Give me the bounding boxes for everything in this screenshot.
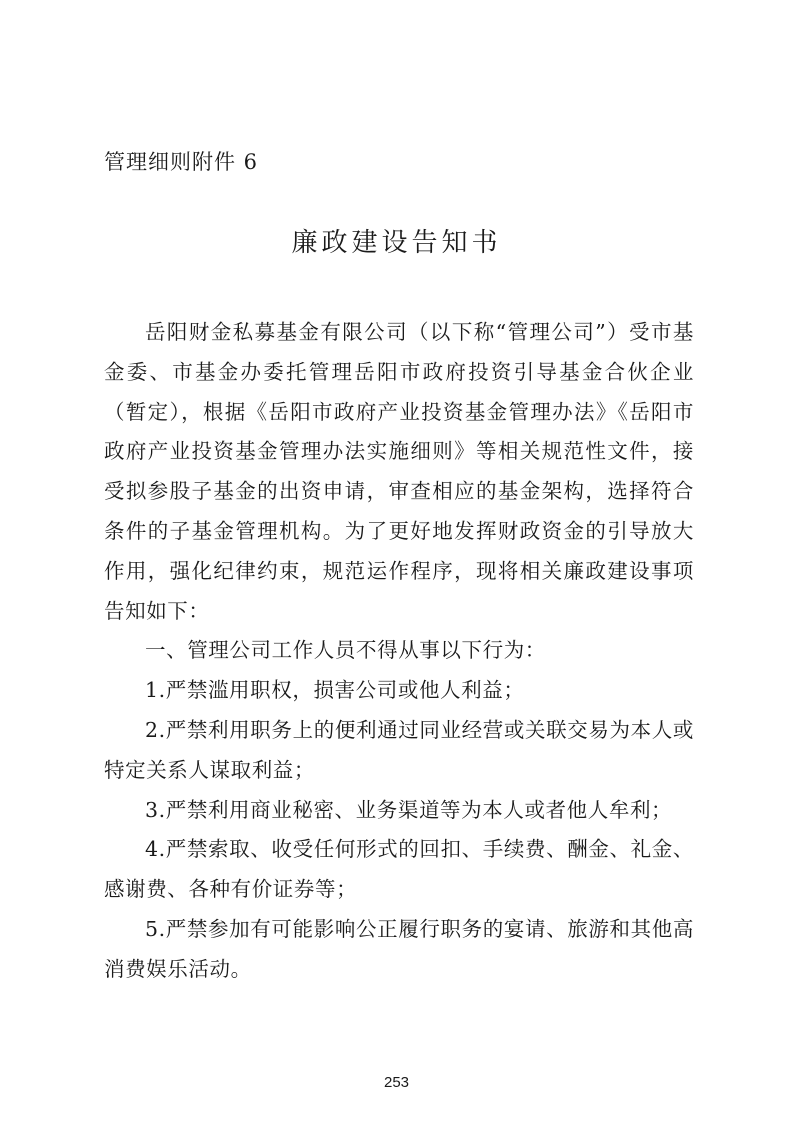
intro-paragraph: 岳阳财金私募基金有限公司（以下称“管理公司”）受市基金委、市基金办委托管理岳阳市政府投资引导基金合伙企业（暂定），根据《岳阳市政府产业投资基金管理办法》《岳阳市政府产业投资基金管理办法实施细则》等相关规范性文件，接受拟参股子基金的出资申请，审查相应的基金架构，选择符合条件的子基金管理机构。为了更好地发挥财政资金的引导放大作用，强化纪律约束，规范运作程序，现将相关廉政建设事项告知如下： [104, 320, 694, 623]
section-heading-prohibited-acts: 一、管理公司工作人员不得从事以下行为： [145, 638, 546, 663]
attachment-label: 管理细则附件 6 [104, 150, 259, 174]
rule-item-3: 3.严禁利用商业秘密、业务渠道等为本人或者他人牟利； [145, 797, 673, 822]
document-body [104, 313, 694, 990]
rule-item-4: 4.严禁索取、收受任何形式的回扣、手续费、酬金、礼金、感谢费、各种有价证券等； [104, 837, 694, 902]
rule-item-2: 2.严禁利用职务上的便利通过同业经营或关联交易为本人或特定关系人谋取利益； [104, 717, 694, 782]
page-number: 253 [383, 1074, 410, 1091]
document-title: 廉政建设告知书 [291, 228, 502, 258]
rule-item-1: 1.严禁滥用职权，损害公司或他人利益； [145, 678, 525, 703]
rule-item-5: 5.严禁参加有可能影响公正履行职务的宴请、旅游和其他高消费娱乐活动。 [104, 916, 694, 981]
